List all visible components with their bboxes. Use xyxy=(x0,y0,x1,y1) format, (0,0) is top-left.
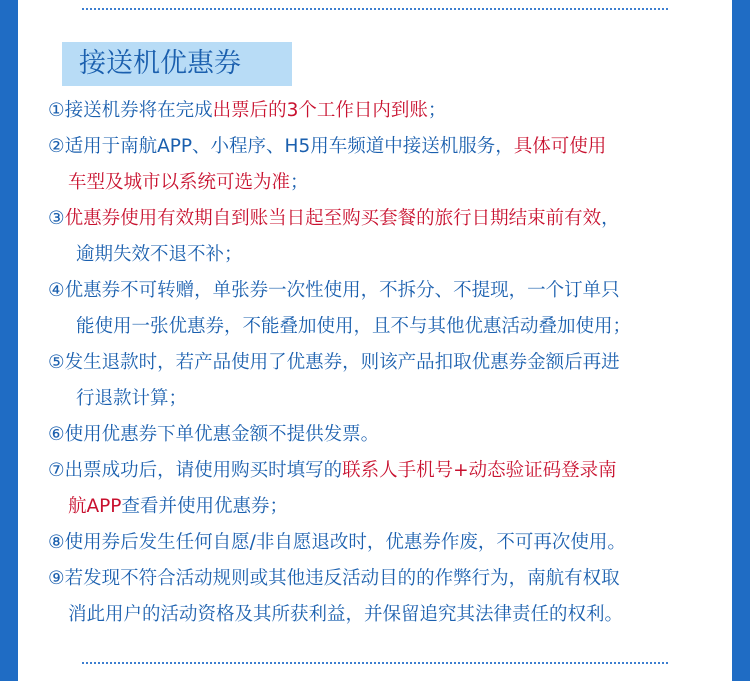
rule-item-8: ⑧使用券后发生任何自愿/非自愿退改时，优惠券作废，不可再次使用。 xyxy=(48,532,626,553)
rule-item-6: ⑥使用优惠券下单优惠金额不提供发票。 xyxy=(48,424,380,445)
rule-item-7: ⑦出票成功后，请使用购买时填写的联系人手机号+动态验证码登录南 航APP查看并使用优惠券； xyxy=(48,460,617,517)
rule-item-1: ①接送机券将在完成出票后的3个工作日内到账； xyxy=(48,100,447,121)
page-title: 接送机优惠券 xyxy=(79,48,241,79)
rule-item-2: ②适用于南航APP、小程序、H5用车频道中接送机服务，具体可使用 车型及城市以系统可选为准； xyxy=(48,136,607,193)
rule-item-9: ⑨若发现不符合活动规则或其他违反活动目的的作弊行为，南航有权取 消此用户的活动资格及其所获利益，并保留追究其法律责任的权利。 xyxy=(48,568,624,625)
rule-item-4: ④优惠券不可转赠，单张券一次性使用，不拆分、不提现，一个订单只 能使用一张优惠券，不能叠加使用，且不与其他优惠活动叠加使用； xyxy=(48,280,632,337)
top-dotted-divider xyxy=(82,8,668,10)
rule-item-3: ③优惠券使用有效期自到账当日起至购买套餐的旅行日期结束前有效， 逾期失效不退不补； xyxy=(48,208,620,265)
bottom-dotted-divider xyxy=(82,662,668,664)
rule-item-5: ⑤发生退款时，若产品使用了优惠券，则该产品扣取优惠券金额后再进 行退款计算； xyxy=(48,352,620,409)
